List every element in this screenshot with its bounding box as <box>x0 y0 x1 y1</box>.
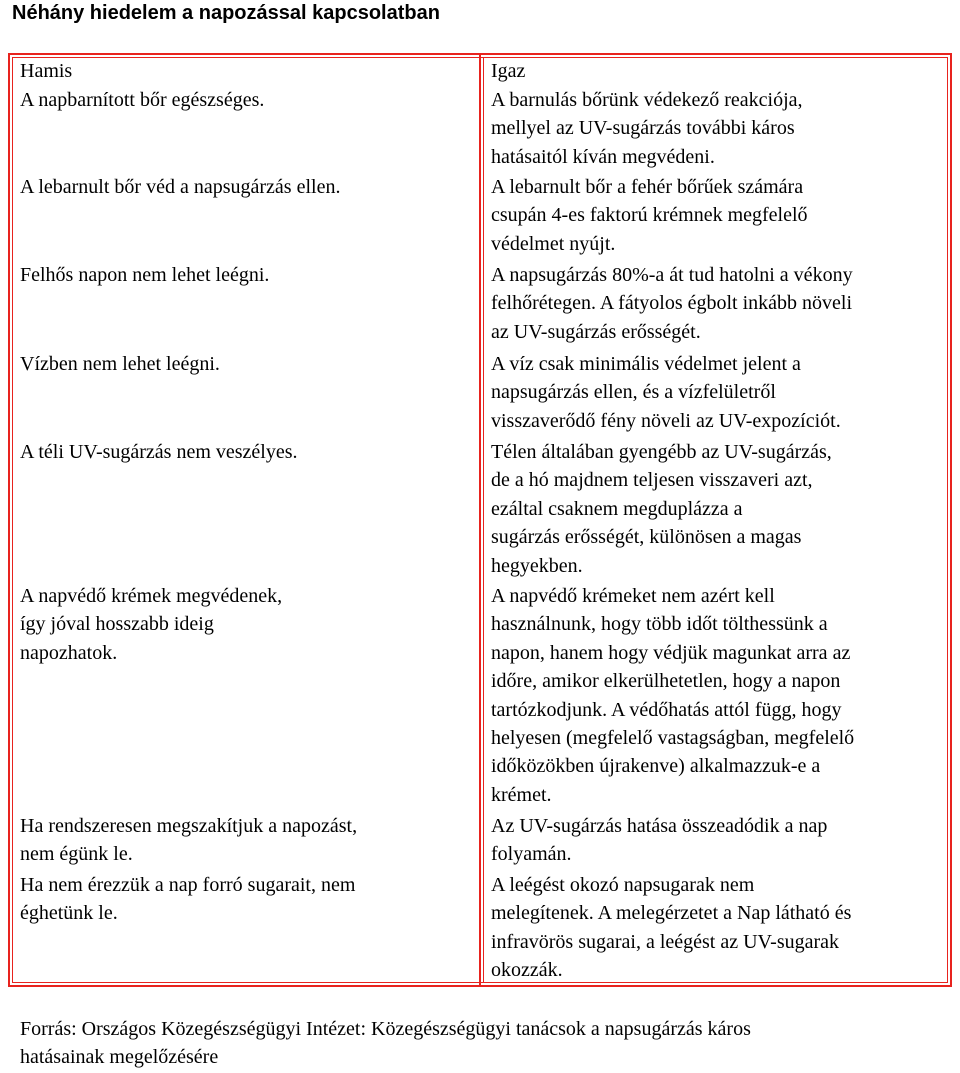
myth-6-line-1: A napvédő krémek megvédenek, <box>20 585 283 607</box>
fact-8 <box>491 871 851 985</box>
fact-1-line-2: mellyel az UV-sugárzás további káros <box>491 117 795 140</box>
fact-2-line-3: védelmet nyújt. <box>491 232 616 255</box>
fact-1-line-3: hatásaitól kíván megvédeni. <box>491 145 715 168</box>
table-column-divider <box>479 53 481 987</box>
myth-7-line-1: Ha rendszeresen megszakítjuk a napozást, <box>20 815 358 837</box>
fact-5-line-1: Télen általában gyengébb az UV-sugárzás, <box>491 441 832 463</box>
fact-3-line-2: felhőrétegen. A fátyolos égbolt inkább növeli <box>491 292 853 315</box>
fact-1 <box>491 86 803 171</box>
myth-1-line-1: A napbarnított bőr egészséges. <box>20 89 265 111</box>
myth-8-line-1: Ha nem érezzük a nap forró sugarait, nem <box>20 874 356 896</box>
myth-8 <box>20 871 355 928</box>
fact-8-line-3: infravörös sugarai, a leégést az UV-sugarak <box>491 930 840 953</box>
myth-5-line-1: A téli UV-sugárzás nem veszélyes. <box>20 441 298 463</box>
fact-5 <box>491 438 832 580</box>
myth-4-line-1: Vízben nem lehet leégni. <box>20 353 220 375</box>
myth-8-line-2: éghetünk le. <box>20 902 118 925</box>
fact-2-line-2: csupán 4-es faktorú krémnek megfelelő <box>491 204 808 227</box>
fact-6-line-3: napon, hanem hogy védjük magunkat arra az <box>491 641 851 664</box>
myth-3 <box>20 261 269 289</box>
fact-8-line-1: A leégést okozó napsugarak nem <box>491 874 755 896</box>
header-true: Igaz <box>491 60 526 82</box>
header-false: Hamis <box>20 60 73 82</box>
myth-4 <box>20 350 220 378</box>
fact-8-line-4: okozzák. <box>491 959 563 982</box>
fact-6 <box>491 582 854 809</box>
source-note-line-1: Forrás: Országos Közegészségügyi Intézet: Közegészségügyi tanácsok a napsugárzás káros <box>20 1018 751 1040</box>
myth-1 <box>20 86 264 114</box>
fact-6-line-8: krémet. <box>491 783 552 806</box>
myth-6 <box>20 582 282 667</box>
fact-3-line-3: az UV-sugárzás erősségét. <box>491 320 701 343</box>
myth-7 <box>20 812 357 869</box>
fact-1-line-1: A barnulás bőrünk védekező reakciója, <box>491 89 803 111</box>
fact-4-line-2: napsugárzás ellen, és a vízfelületről <box>491 381 776 404</box>
myth-2-line-1: A lebarnult bőr véd a napsugárzás ellen. <box>20 176 341 198</box>
fact-5-line-4: sugárzás erősségét, különösen a magas <box>491 526 802 549</box>
fact-2 <box>491 173 808 258</box>
fact-5-line-5: hegyekben. <box>491 554 583 577</box>
myth-6-line-2: így jóval hosszabb ideig <box>20 613 214 636</box>
fact-6-line-2: használnunk, hogy több időt tölthessünk a <box>491 613 828 636</box>
myth-3-line-1: Felhős napon nem lehet leégni. <box>20 264 270 286</box>
fact-7-line-1: Az UV-sugárzás hatása összeadódik a nap <box>491 815 828 837</box>
fact-4-line-3: visszaverődő fény növeli az UV-expozíciót. <box>491 409 841 432</box>
myth-7-line-2: nem égünk le. <box>20 843 133 866</box>
page-title: Néhány hiedelem a napozással kapcsolatban <box>12 2 440 24</box>
fact-3 <box>491 261 853 346</box>
fact-6-line-6: helyesen (megfelelő vastagságban, megfelelő <box>491 727 855 750</box>
myth-6-line-3: napozhatok. <box>20 641 118 664</box>
table-column-inner-divider <box>483 57 484 983</box>
fact-6-line-4: időre, amikor elkerülhetetlen, hogy a napon <box>491 670 841 693</box>
fact-5-line-2: de a hó majdnem teljesen visszaveri azt, <box>491 469 813 492</box>
fact-6-line-7: időközökben újrakenve) alkalmazzuk-e a <box>491 755 821 778</box>
source-note <box>20 1015 751 1072</box>
fact-4-line-1: A víz csak minimális védelmet jelent a <box>491 353 801 375</box>
fact-8-line-2: melegítenek. A melegérzetet a Nap látható és <box>491 902 852 925</box>
myth-2 <box>20 173 340 201</box>
fact-6-line-5: tartózkodjunk. A védőhatás attól függ, hogy <box>491 698 842 721</box>
fact-7 <box>491 812 827 869</box>
source-note-line-2: hatásainak megelőzésére <box>20 1046 219 1069</box>
fact-4 <box>491 350 841 435</box>
myth-5 <box>20 438 298 466</box>
fact-3-line-1: A napsugárzás 80%-a át tud hatolni a vékony <box>491 264 853 286</box>
fact-7-line-2: folyamán. <box>491 843 572 866</box>
fact-2-line-1: A lebarnult bőr a fehér bőrűek számára <box>491 176 804 198</box>
fact-5-line-3: ezáltal csaknem megduplázza a <box>491 497 743 520</box>
fact-6-line-1: A napvédő krémeket nem azért kell <box>491 585 775 607</box>
